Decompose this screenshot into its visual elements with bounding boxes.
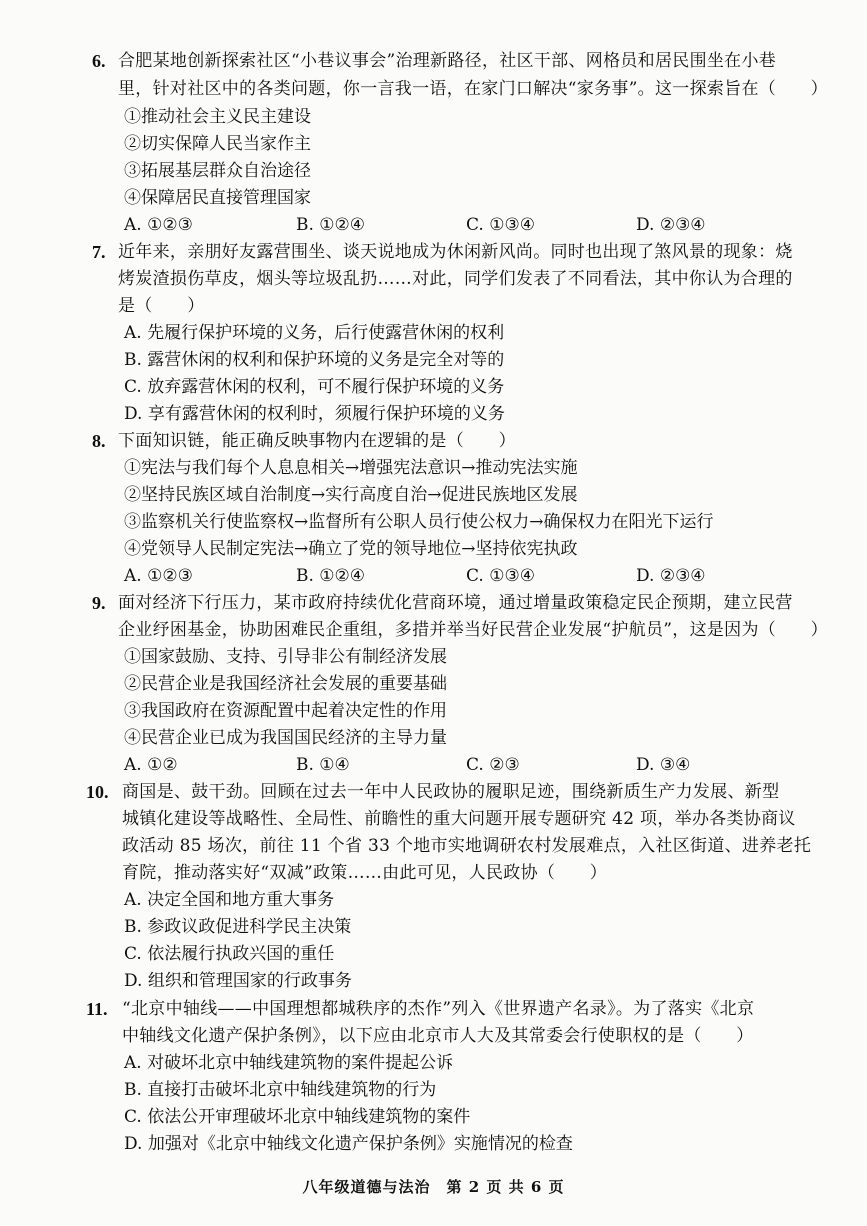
choice-d[interactable]: D. 享有露营休闲的权利时，须履行保护环境的义务 [124,404,505,424]
choice-a[interactable]: A. 决定全国和地方重大事务 [124,890,335,910]
question-stem-line: 企业纾困基金，协助困难民企重组，多措并举当好民营企业发展“护航员”，这是因为（ ） [118,620,828,640]
statement-item: ④民营企业已成为我国国民经济的主导力量 [124,728,447,748]
question-stem-line: 城镇化建设等战略性、全局性、前瞻性的重大问题开展专题研究 42 项，举办各类协商议 [122,809,796,829]
question-stem-line: 合肥某地创新探索社区“小巷议事会”治理新路径，社区干部、网格员和居民围坐在小巷 [118,51,777,71]
choice-d[interactable]: D. 组织和管理国家的行政事务 [124,971,352,991]
question-number: 9. [92,593,106,613]
choice-a[interactable]: A. ①② [124,755,178,775]
statement-item: ③拓展基层群众自治途径 [124,161,311,181]
question-stem-line: 育院，推动落实好“双减”政策……由此可见，人民政协（ ） [122,863,608,883]
statement-item: ①宪法与我们每个人息息相关→增强宪法意识→推动宪法实施 [124,458,578,478]
question-stem-line: 近年来，亲朋好友露营围坐、谈天说地成为休闲新风尚。同时也出现了煞风景的现象：烧 [118,242,793,262]
choice-b[interactable]: B. 参政议政促进科学民主决策 [124,917,352,937]
choice-c[interactable]: C. ①③④ [466,215,535,235]
question-stem-line: 中轴线文化遗产保护条例》，以下应由北京市人大及其常委会行使职权的是（ ） [122,1026,754,1046]
choice-c[interactable]: C. ①③④ [466,566,535,586]
question-stem-line: 里，针对社区中的各类问题，你一言我一语，在家门口解决“家务事”。这一探索旨在（ ） [118,79,828,99]
choice-c[interactable]: C. 依法履行执政兴国的重任 [124,944,335,964]
choice-d[interactable]: D. ②③④ [636,566,706,586]
statement-item: ①推动社会主义民主建设 [124,107,311,127]
choice-d[interactable]: D. ③④ [636,755,691,775]
question-stem-line: 商国是、鼓干劲。回顾在过去一年中人民政协的履职足迹，围绕新质生产力发展、新型 [122,782,780,802]
question-stem-line: 是（ ） [118,296,205,316]
choice-d[interactable]: D. ②③④ [636,215,706,235]
statement-item: ②坚持民族区域自治制度→实行高度自治→促进民族地区发展 [124,485,578,505]
choice-a[interactable]: A. ①②③ [124,566,193,586]
page-footer: 八年级道德与法治 第 2 页 共 6 页 [302,1178,565,1196]
question-number: 10. [86,782,109,802]
question-stem-line: 烤炭渣损伤草皮，烟头等垃圾乱扔……对此，同学们发表了不同看法，其中你认为合理的 [118,269,793,289]
choice-a[interactable]: A. ①②③ [124,215,193,235]
choice-b[interactable]: B. ①②④ [296,566,366,586]
statement-item: ②民营企业是我国经济社会发展的重要基础 [124,674,447,694]
question-number: 11. [86,999,108,1019]
choice-d[interactable]: D. 加强对《北京中轴线文化遗产保护条例》实施情况的检查 [124,1134,573,1154]
statement-item: ③我国政府在资源配置中起着决定性的作用 [124,701,447,721]
choice-b[interactable]: B. 直接打击破坏北京中轴线建筑物的行为 [124,1080,437,1100]
statement-item: ②切实保障人民当家作主 [124,134,311,154]
question-stem-line: “北京中轴线——中国理想都城秩序的杰作”列入《世界遗产名录》。为了落实《北京 [122,999,755,1019]
question-number: 8. [92,431,106,451]
choice-b[interactable]: B. ①④ [296,755,350,775]
question-stem-line: 政活动 85 场次，前往 11 个省 33 个地市实地调研农村发展难点，入社区街道、进养老托 [122,836,812,856]
choice-a[interactable]: A. 对破坏北京中轴线建筑物的案件提起公诉 [124,1053,454,1073]
statement-item: ④保障居民直接管理国家 [124,188,311,208]
choice-c[interactable]: C. 放弃露营休闲的权利，可不履行保护环境的义务 [124,377,505,397]
statement-item: ④党领导人民制定宪法→确立了党的领导地位→坚持依宪执政 [124,539,578,559]
statement-item: ①国家鼓励、支持、引导非公有制经济发展 [124,647,447,667]
question-number: 7. [92,242,106,262]
choice-c[interactable]: C. ②③ [466,755,520,775]
choice-b[interactable]: B. ①②④ [296,215,366,235]
question-stem-line: 面对经济下行压力，某市政府持续优化营商环境，通过增量政策稳定民企预期，建立民营 [118,593,793,613]
choice-b[interactable]: B. 露营休闲的权利和保护环境的义务是完全对等的 [124,350,505,370]
question-stem-line: 下面知识链，能正确反映事物内在逻辑的是（ ） [118,431,516,451]
statement-item: ③监察机关行使监察权→监督所有公职人员行使公权力→确保权力在阳光下运行 [124,512,714,532]
question-number: 6. [92,51,106,71]
choice-a[interactable]: A. 先履行保护环境的义务，后行使露营休闲的权利 [124,323,505,343]
choice-c[interactable]: C. 依法公开审理破坏北京中轴线建筑物的案件 [124,1107,471,1127]
